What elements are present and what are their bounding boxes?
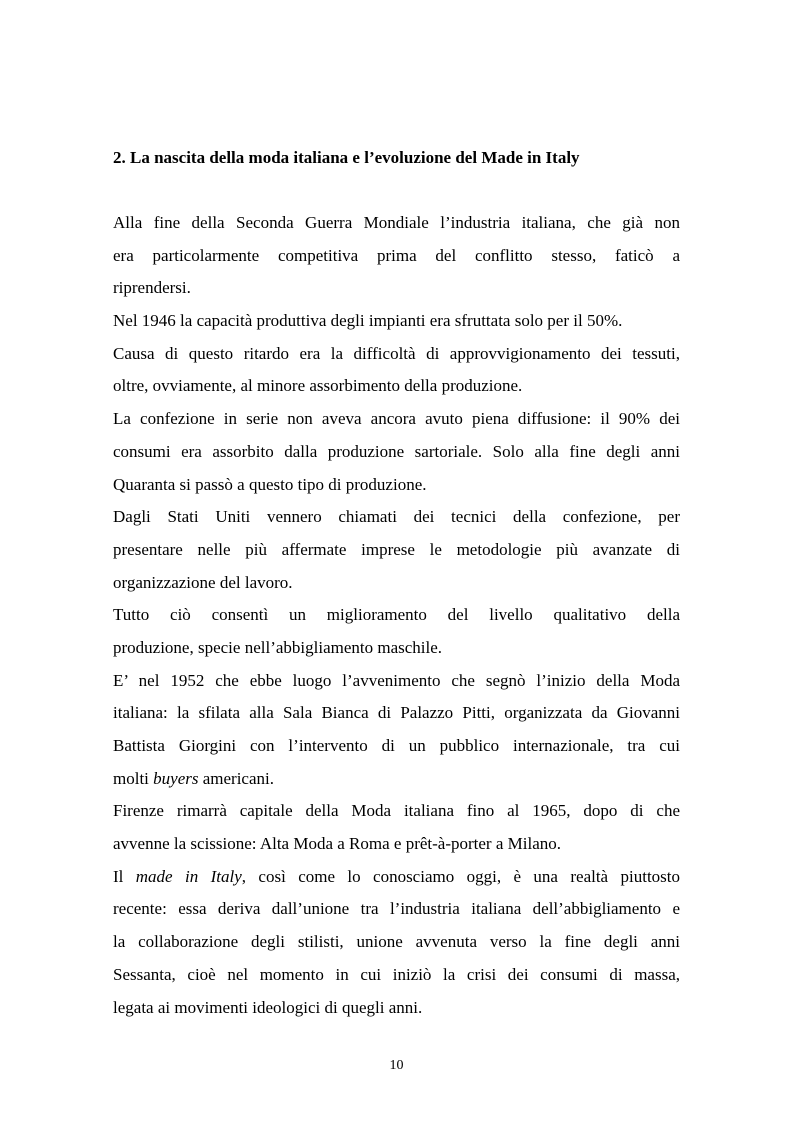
text-line: Dagli Stati Uniti vennero chiamati dei tecnici della confezione, per: [113, 507, 680, 527]
text-line: Sessanta, cioè nel momento in cui iniziò la crisi dei consumi di massa,: [113, 964, 680, 984]
text-line: recente: essa deriva dall’unione tra l’industria italiana dell’abbigliamento e: [113, 899, 680, 919]
text-line: Nel 1946 la capacità produttiva degli impianti era sfruttata solo per il 50%.: [113, 311, 623, 331]
text-line: molti buyers americani.: [113, 768, 274, 788]
text-line: Alla fine della Seconda Guerra Mondiale l’industria italiana, che già non: [113, 213, 680, 232]
page-number: 10: [389, 1058, 404, 1073]
text-line: organizzazione del lavoro.: [113, 572, 293, 592]
text-line: italiana: la sfilata alla Sala Bianca di Palazzo Pitti, organizzata da Giovanni: [113, 703, 680, 723]
text-line: avvenne la scissione: Alta Moda a Roma e prêt-à-porter a Milano.: [113, 834, 561, 854]
text-line: E’ nel 1952 che ebbe luogo l’avvenimento che segnò l’inizio della Moda: [113, 670, 680, 690]
text-line: Causa di questo ritardo era la difficoltà di approvvigionamento dei tessuti,: [113, 343, 680, 363]
body-text: [113, 207, 680, 1024]
section-heading: 2. La nascita della moda italiana e l’evoluzione del Made in Italy: [113, 148, 580, 167]
text-line: Tutto ciò consentì un miglioramento del livello qualitativo della: [113, 605, 680, 625]
text-line: legata ai movimenti ideologici di quegli anni.: [113, 997, 423, 1017]
text-line: consumi era assorbito dalla produzione sartoriale. Solo alla fine degli anni: [113, 441, 680, 461]
text-line: era particolarmente competitiva prima del conflitto stesso, faticò a: [113, 245, 680, 265]
text-line: riprendersi.: [113, 278, 191, 298]
text-line: presentare nelle più affermate imprese le metodologie più avanzate di: [113, 539, 680, 559]
text-line: Battista Giorgini con l’intervento di un pubblico internazionale, tra cui: [113, 736, 680, 755]
text-line: Firenze rimarrà capitale della Moda italiana fino al 1965, dopo di che: [113, 801, 680, 821]
text-line: La confezione in serie non aveva ancora avuto piena diffusione: il 90% dei: [113, 409, 680, 429]
text-line: produzione, specie nell’abbigliamento maschile.: [113, 637, 443, 657]
text-line: Quaranta si passò a questo tipo di produzione.: [113, 474, 427, 494]
text-line: oltre, ovviamente, al minore assorbimento della produzione.: [113, 376, 523, 396]
text-line: Il made in Italy, così come lo conosciamo oggi, è una realtà piuttosto: [113, 866, 681, 886]
text-line: la collaborazione degli stilisti, unione avvenuta verso la fine degli anni: [113, 932, 680, 952]
